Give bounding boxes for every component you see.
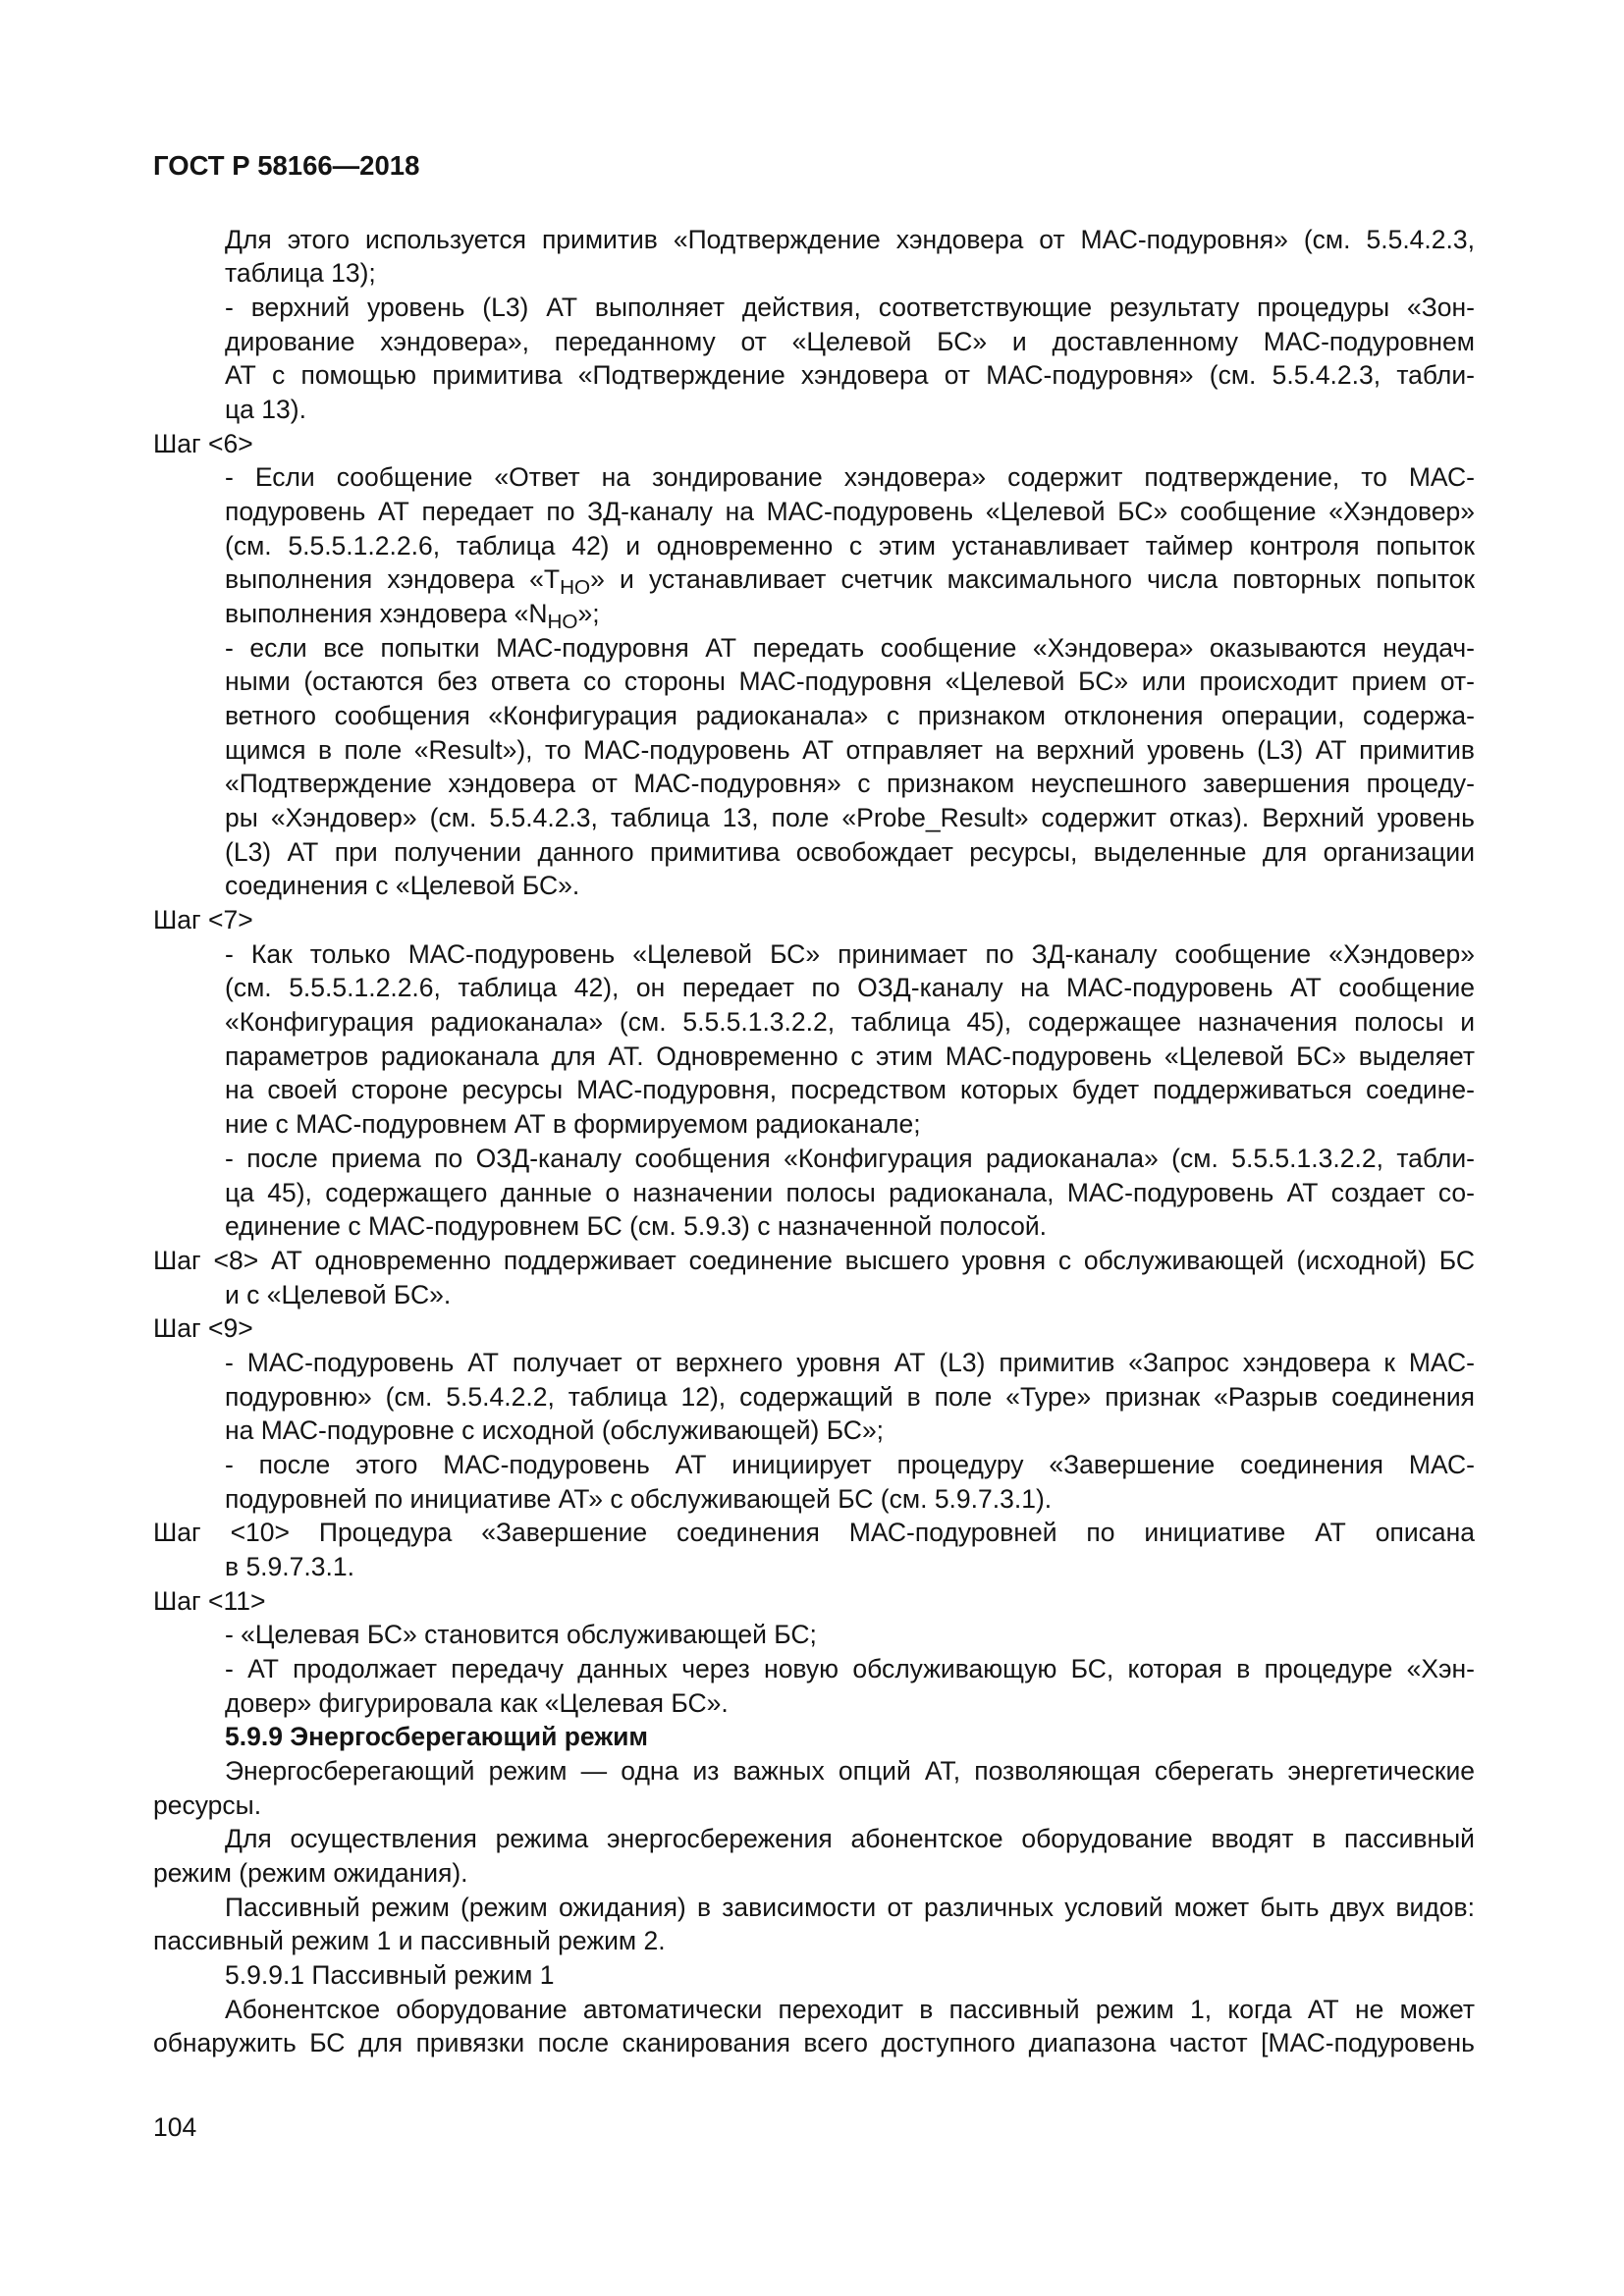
text-line: дирование хэндовера», переданному от «Целевой БС» и доставленному МАС-подуровнем (225, 326, 1475, 356)
text-segment: выполнения хэндовера «N (225, 599, 548, 629)
text-line: АТ с помощью примитива «Подтверждение хэндовера от МАС-подуровня» (см. 5.5.4.2.3, табли- (225, 360, 1475, 391)
step-8 (0, 1244, 1624, 1311)
list-item (0, 631, 1624, 903)
paragraph (0, 1754, 1624, 1822)
list-item (0, 291, 1624, 427)
section-5-9-9 (0, 1720, 1624, 2060)
text-line: подуровню» (см. 5.5.4.2.2, таблица 12), содержащий в поле «Type» признак «Разрыв соединения (225, 1381, 1475, 1412)
text-line (153, 1244, 1475, 1278)
text-line: и с «Целевой БС». (225, 1279, 452, 1309)
text-line: единение с МАС-подуровнем БС (см. 5.9.3) с назначенной полосой. (225, 1211, 1048, 1242)
text-line: ца 13). (225, 395, 306, 425)
document-body (0, 223, 1624, 2060)
text-line: подуровень АТ передает по ЗД-каналу на МАС-подуровень «Целевой БС» сообщение «Хэндовер» (225, 497, 1475, 527)
list-item (0, 1448, 1624, 1516)
step-11 (0, 1584, 1624, 1721)
text-line: «Конфигурация радиоканала» (см. 5.5.5.1.3.2.2, таблица 45), содержащее назначения полосы и (225, 1007, 1475, 1038)
text-line: Абонентское оборудование автоматически переходит в пассивный режим 1, когда АТ не может (225, 1994, 1475, 2024)
text-line: - Если сообщение «Ответ на зондирование хэндовера» содержит подтверждение, то МАС- (225, 462, 1475, 493)
step-label: Шаг <11> (153, 1585, 266, 1616)
step-5-continuation (0, 223, 1624, 427)
subsection-heading: 5.9.9.1 Пассивный режим 1 (225, 1959, 555, 1990)
text-line: в 5.9.7.3.1. (225, 1551, 354, 1581)
page-number: 104 (153, 2112, 197, 2142)
text-line: Для этого используется примитив «Подтверждение хэндовера от МАС-подуровня» (см. 5.5.4.2.3, (225, 224, 1475, 254)
text-line: (см. 5.5.5.1.2.2.6, таблица 42) и одновременно с этим устанавливает таймер контроля попыток (225, 530, 1475, 561)
step-text: АТ одновременно поддерживает соединение высшего уровня с обслуживающей (исходной) БС (270, 1245, 1475, 1275)
text-line: - после приема по ОЗД-каналу сообщения «Конфигурация радиоканала» (см. 5.5.5.1.3.2.2, табли- (225, 1143, 1475, 1173)
text-segment: »; (577, 599, 600, 629)
step-6 (0, 427, 1624, 903)
text-line: Энергосберегающий режим — одна из важных опций АТ, позволяющая сберегать энергетические (225, 1755, 1475, 1786)
text-line: - МАС-подуровень АТ получает от верхнего уровня АТ (L3) примитив «Запрос хэндовера к МАС- (225, 1347, 1475, 1377)
subsection-5-9-9-1 (0, 1958, 1624, 2060)
step-9 (0, 1311, 1624, 1516)
text-line: - Как только МАС-подуровень «Целевой БС» принимает по ЗД-каналу сообщение «Хэндовер» (225, 938, 1475, 969)
step-label: Шаг <7> (153, 905, 253, 935)
text-line: ры «Хэндовер» (см. 5.5.4.2.3, таблица 13, поле «Probe_Result» содержит отказ). Верхний уровень (225, 803, 1475, 833)
step-label: Шаг <10> (153, 1518, 290, 1548)
text-line: обнаружить БС для привязки после сканирования всего доступного диапазона частот [МАС-подуровень (153, 2028, 1475, 2058)
text-line: ными (остаются без ответа со стороны МАС-подуровня «Целевой БС» или происходит прием от- (225, 667, 1475, 697)
step-10 (0, 1516, 1624, 1583)
text-line: ветного сообщения «Конфигурация радиоканала» с признаком отклонения операции, содержа- (225, 701, 1475, 731)
text-line: ние с МАС-подуровнем АТ в формируемом радиоканале; (225, 1109, 921, 1140)
document-header: ГОСТ Р 58166—2018 (153, 150, 420, 181)
list-item (0, 1346, 1624, 1448)
text-line: соединения с «Целевой БС». (225, 871, 580, 901)
list-item (0, 937, 1624, 1142)
step-text: Процедура «Завершение соединения МАС-подуровней по инициативе АТ описана (318, 1518, 1475, 1548)
list-item (0, 223, 1624, 291)
list-item (0, 1142, 1624, 1244)
text-line: - если все попытки МАС-подуровня АТ передать сообщение «Хэндовера» оказываются неудач- (225, 632, 1475, 663)
text-line: таблица 13); (225, 258, 376, 289)
text-line (225, 597, 1475, 631)
text-line: на своей стороне ресурсы МАС-подуровня, посредством которых будет поддерживаться соедине- (225, 1075, 1475, 1105)
paragraph (0, 1891, 1624, 1958)
list-item (0, 460, 1624, 630)
text-line: (см. 5.5.5.1.2.2.6, таблица 42), он передает по ОЗД-каналу на МАС-подуровень АТ сообщение (225, 973, 1475, 1003)
text-line: - «Целевая БС» становится обслуживающей БС; (225, 1620, 817, 1650)
text-line: щимся в поле «Result»), то МАС-подуровень АТ отправляет на верхний уровень (L3) АТ примитив (225, 734, 1475, 765)
paragraph (0, 1822, 1624, 1890)
subscript: HO (560, 576, 591, 598)
text-line: подуровней по инициативе АТ» с обслуживающей БС (см. 5.9.7.3.1). (225, 1483, 1053, 1514)
text-line: - после этого МАС-подуровень АТ инициирует процедуру «Завершение соединения МАС- (225, 1449, 1475, 1479)
list-item (0, 1652, 1624, 1720)
text-segment: выполнения хэндовера «T (225, 564, 561, 595)
text-line: пассивный режим 1 и пассивный режим 2. (153, 1926, 666, 1956)
text-line: Пассивный режим (режим ожидания) в зависимости от различных условий может быть двух видов: (225, 1892, 1475, 1922)
text-line (225, 562, 1475, 597)
text-line: ца 45), содержащего данные о назначении полосы радиоканала, МАС-подуровень АТ создает со- (225, 1177, 1475, 1207)
text-line: параметров радиоканала для АТ. Одновременно с этим МАС-подуровень «Целевой БС» выделяет (225, 1041, 1475, 1071)
text-line: ресурсы. (153, 1789, 262, 1820)
list-item (0, 1618, 1624, 1652)
paragraph (0, 1993, 1624, 2060)
text-line: - верхний уровень (L3) АТ выполняет действия, соответствующие результату процедуры «Зон- (225, 293, 1475, 323)
text-line (153, 1516, 1475, 1550)
step-label: Шаг <6> (153, 428, 253, 458)
section-heading: 5.9.9 Энергосберегающий режим (225, 1722, 649, 1752)
text-line: Для осуществления режима энергосбережения абонентское оборудование вводят в пассивный (225, 1824, 1475, 1854)
text-line: режим (режим ожидания). (153, 1857, 468, 1888)
text-line: - АТ продолжает передачу данных через новую обслуживающую БС, которая в процедуре «Хэн- (225, 1653, 1475, 1683)
step-label: Шаг <8> (153, 1245, 259, 1275)
text-segment: » и устанавливает счетчик максимального числа повторных попыток (590, 564, 1475, 595)
text-line: на МАС-подуровне с исходной (обслуживающей) БС»; (225, 1415, 885, 1446)
step-7 (0, 903, 1624, 1244)
subscript: HO (547, 611, 578, 631)
step-label: Шаг <9> (153, 1313, 253, 1344)
text-line: (L3) АТ при получении данного примитива освобождает ресурсы, выделенные для организации (225, 836, 1475, 867)
text-line: довер» фигурировала как «Целевая БС». (225, 1687, 729, 1718)
text-line: «Подтверждение хэндовера от МАС-подуровня» с признаком неуспешного завершения процеду- (225, 769, 1475, 799)
